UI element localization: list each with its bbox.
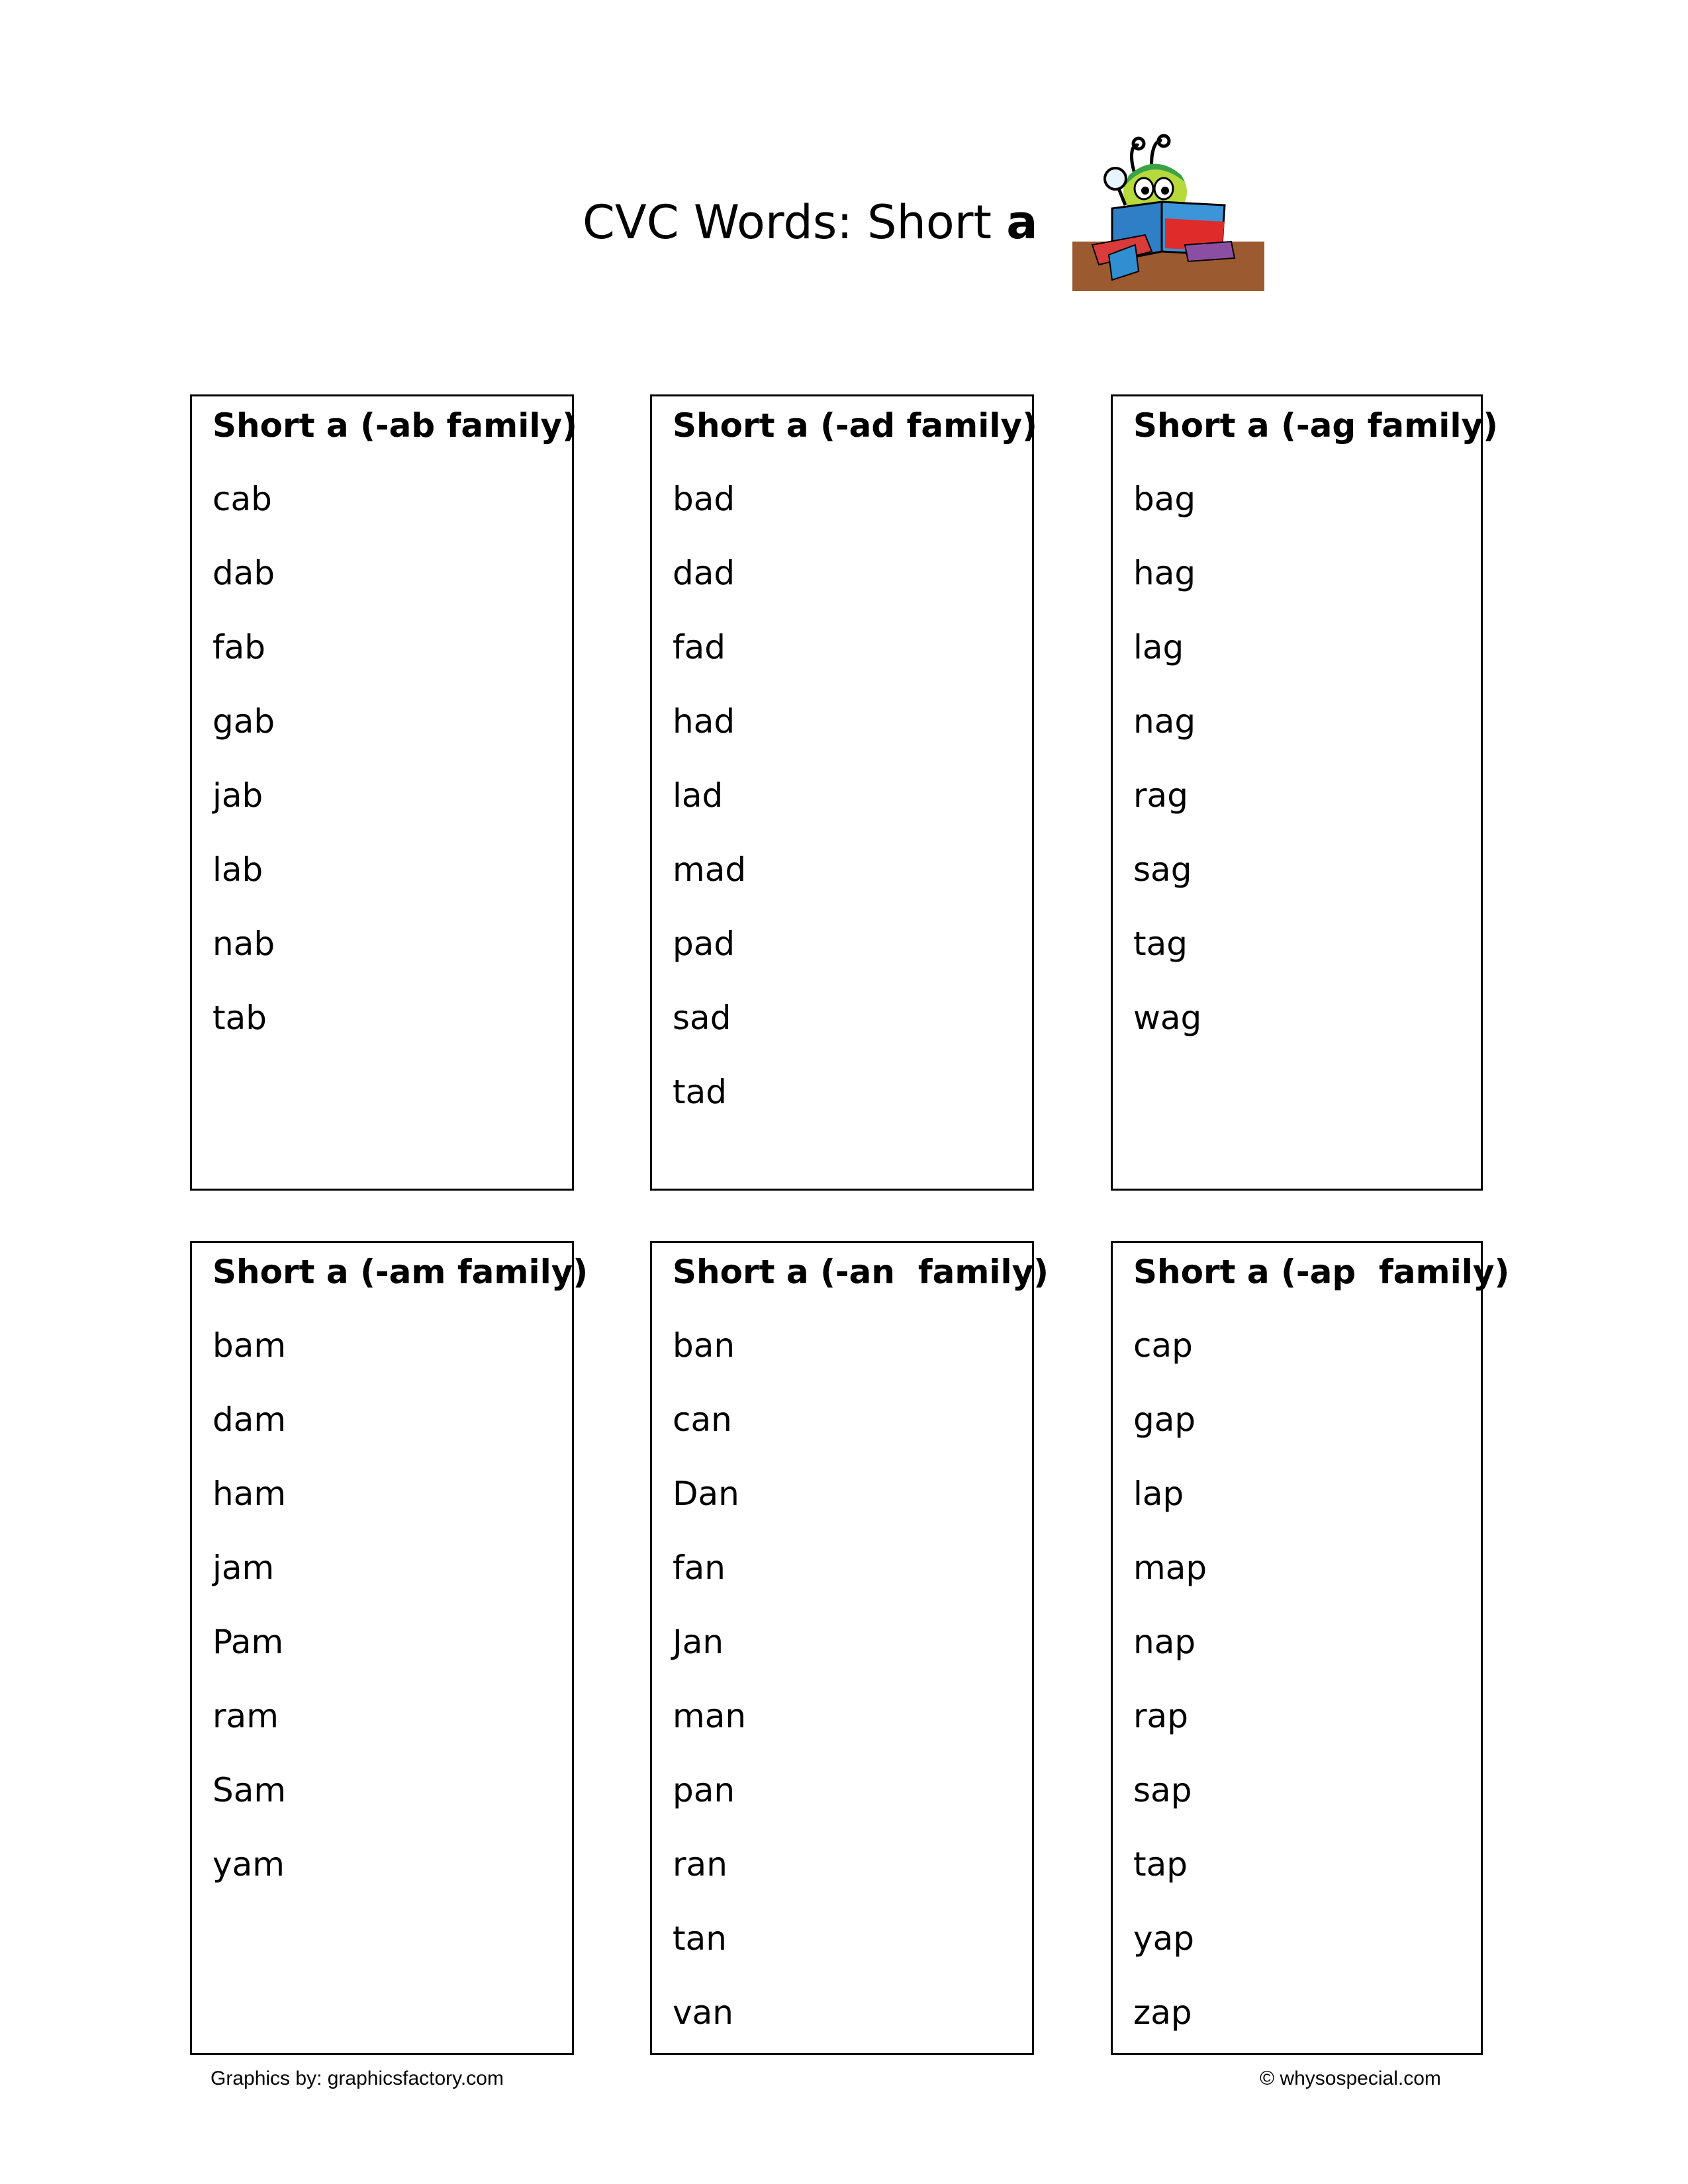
- title-bold-letter: a: [1006, 195, 1038, 250]
- word-item: man: [673, 1697, 747, 1735]
- copyright-notice: © whysospecial.com: [1260, 2068, 1441, 2089]
- family-box-ag: [1111, 394, 1498, 1191]
- word-item: fab: [212, 628, 265, 666]
- family-heading: Short a (-am family): [212, 1253, 588, 1291]
- word-item: bag: [1133, 480, 1196, 518]
- word-item: map: [1133, 1549, 1207, 1587]
- family-heading: Short a (-ab family): [212, 406, 577, 445]
- graphics-credit: Graphics by: graphicsfactory.com: [211, 2068, 504, 2089]
- title-text: CVC Words: Short: [583, 195, 1007, 250]
- family-box-am: [190, 1241, 588, 2055]
- word-item: dab: [212, 554, 275, 592]
- word-item: sad: [673, 999, 731, 1037]
- word-item: dam: [212, 1400, 287, 1439]
- word-item: yap: [1133, 1919, 1194, 1958]
- word-list: [212, 1326, 287, 1922]
- word-item: rag: [1133, 776, 1188, 815]
- family-heading: Short a (-ag family): [1133, 406, 1498, 445]
- word-item: tap: [1133, 1845, 1188, 1884]
- family-heading: Short a (-an family): [673, 1253, 1049, 1291]
- reading-bookworm-icon: [1072, 129, 1271, 295]
- word-item: Dan: [673, 1475, 739, 1513]
- word-list: [1133, 482, 1201, 1075]
- word-item: tab: [212, 999, 267, 1037]
- family-box-ab: [190, 394, 577, 1191]
- word-list: [1133, 1326, 1207, 2070]
- word-item: nab: [212, 925, 275, 963]
- word-item: Pam: [212, 1623, 284, 1661]
- word-item: lag: [1133, 628, 1184, 666]
- word-item: Jan: [673, 1623, 724, 1661]
- word-item: fan: [673, 1549, 726, 1587]
- word-item: bam: [212, 1326, 287, 1365]
- word-item: pan: [673, 1771, 735, 1809]
- word-item: ham: [212, 1475, 287, 1513]
- word-item: lap: [1133, 1475, 1184, 1513]
- word-item: nap: [1133, 1623, 1196, 1661]
- word-item: pad: [673, 925, 735, 963]
- word-list: [212, 482, 275, 1075]
- word-item: tad: [673, 1073, 727, 1111]
- word-item: tag: [1133, 925, 1188, 963]
- word-item: had: [673, 702, 735, 741]
- family-heading: Short a (-ad family): [673, 406, 1037, 445]
- word-item: rap: [1133, 1697, 1188, 1735]
- word-item: cab: [212, 480, 272, 518]
- word-item: tan: [673, 1919, 727, 1958]
- word-item: cap: [1133, 1326, 1193, 1365]
- word-item: bad: [673, 480, 735, 518]
- word-item: jam: [212, 1549, 275, 1587]
- word-item: jab: [212, 776, 263, 815]
- word-item: hag: [1133, 554, 1196, 592]
- family-box-ap: [1111, 1241, 1510, 2055]
- word-item: gab: [212, 702, 275, 741]
- word-item: yam: [212, 1845, 285, 1884]
- word-item: nag: [1133, 702, 1196, 741]
- word-list: [673, 482, 746, 1150]
- word-item: ban: [673, 1326, 735, 1365]
- word-item: Sam: [212, 1771, 287, 1809]
- word-item: lad: [673, 776, 724, 815]
- word-item: sap: [1133, 1771, 1192, 1809]
- word-item: sag: [1133, 850, 1192, 889]
- word-item: ran: [673, 1845, 727, 1884]
- word-item: lab: [212, 850, 263, 889]
- word-item: fad: [673, 628, 726, 666]
- family-box-an: [650, 1241, 1049, 2055]
- page-title: [583, 195, 1037, 250]
- family-heading: Short a (-ap family): [1133, 1253, 1510, 1291]
- word-list: [673, 1326, 747, 2070]
- word-item: can: [673, 1400, 732, 1439]
- word-item: wag: [1133, 999, 1202, 1037]
- word-item: gap: [1133, 1400, 1196, 1439]
- word-item: van: [673, 1993, 733, 2032]
- word-item: zap: [1133, 1993, 1192, 2032]
- word-item: ram: [212, 1697, 279, 1735]
- word-item: dad: [673, 554, 735, 592]
- word-item: mad: [673, 850, 747, 889]
- family-box-ad: [650, 394, 1037, 1191]
